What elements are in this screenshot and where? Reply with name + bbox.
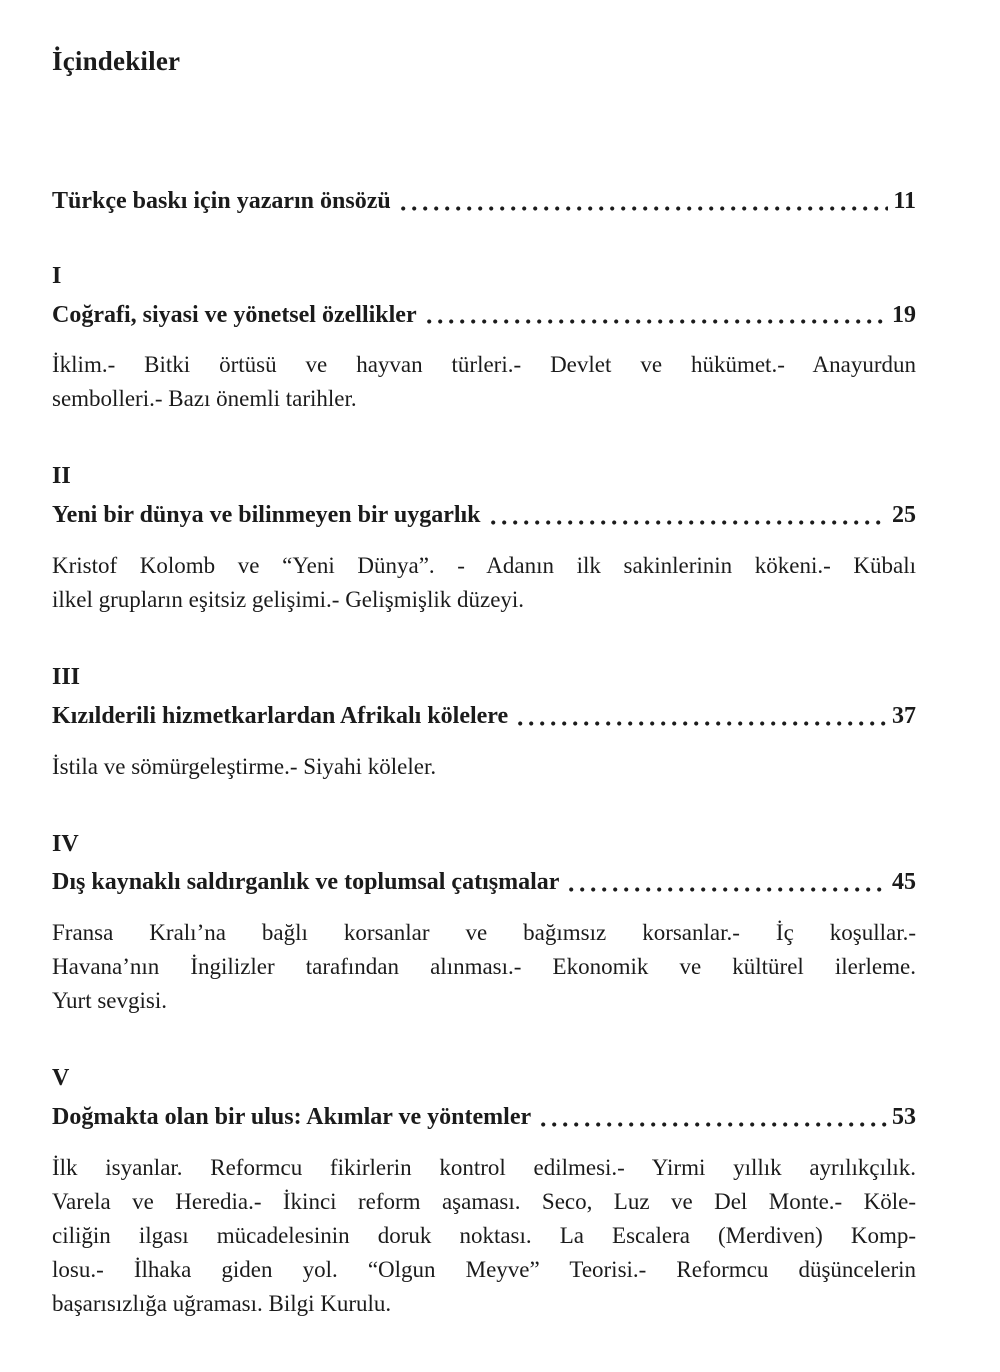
- toc-entry-title: Kızılderili hizmetkarlardan Afrikalı kölelere: [52, 702, 509, 729]
- dot-leader: [401, 206, 889, 211]
- section-numeral: V: [52, 1065, 70, 1092]
- section-numeral: III: [52, 664, 81, 691]
- description-line: Yurt sevgisi.: [52, 988, 167, 1014]
- dot-leader: [518, 721, 887, 726]
- description-line: Fransa Kralı’na bağlı korsanlar ve bağımsız korsanlar.- İç koşullar.-: [52, 920, 916, 946]
- description-line: ilkel grupların eşitsiz gelişimi.- Gelişmişlik düzeyi.: [52, 587, 525, 613]
- toc-entry-title: Doğmakta olan bir ulus: Akımlar ve yöntemler: [52, 1104, 532, 1131]
- toc-entry-title: Dış kaynaklı saldırganlık ve toplumsal çatışmalar: [52, 869, 560, 896]
- toc-entry-preface: [52, 187, 916, 216]
- toc-entry-page: 25: [892, 502, 916, 529]
- toc-entry-page: 11: [893, 188, 916, 215]
- description-line: Kristof Kolomb ve “Yeni Dünya”. - Adanın ilk sakinlerinin kökeni.- Kübalı: [52, 553, 916, 579]
- dot-leader: [427, 319, 887, 324]
- description-line: sembolleri.- Bazı önemli tarihler.: [52, 386, 357, 412]
- section-numeral: II: [52, 463, 71, 490]
- section-description: [52, 1151, 916, 1321]
- description-line: Varela ve Heredia.- İkinci reform aşaması. Seco, Luz ve Del Monte.- Köle-: [52, 1188, 916, 1214]
- toc-section: [52, 1064, 916, 1321]
- dot-leader: [541, 1122, 887, 1127]
- toc-entry-title: Yeni bir dünya ve bilinmeyen bir uygarlık: [52, 502, 481, 529]
- toc-entry-title: Türkçe baskı için yazarın önsözü: [52, 188, 391, 215]
- toc-section: [52, 262, 916, 417]
- toc-section: [52, 663, 916, 784]
- page-title: İçindekiler: [52, 46, 181, 76]
- toc-sections: [52, 262, 916, 1321]
- section-description: [52, 916, 916, 1018]
- toc-section: [52, 830, 916, 1019]
- section-numeral: I: [52, 262, 62, 289]
- toc-entry: [52, 301, 916, 330]
- dot-leader: [491, 520, 887, 525]
- toc-entry-page: 19: [892, 301, 916, 328]
- toc-entry: [52, 868, 916, 897]
- description-line: başarısızlığa uğraması. Bilgi Kurulu.: [52, 1290, 392, 1316]
- toc-entry-title: Coğrafi, siyasi ve yönetsel özellikler: [52, 301, 417, 328]
- description-line: Havana’nın İngilizler tarafından alınması.- Ekonomik ve kültürel ilerleme.: [52, 954, 916, 980]
- toc-entry: [52, 1103, 916, 1132]
- dot-leader: [569, 887, 887, 892]
- toc-entry: [52, 702, 916, 731]
- description-line: ciliğin ilgası mücadelesinin doruk noktası. La Escalera (Merdiven) Komp-: [52, 1222, 916, 1248]
- section-description: [52, 549, 916, 617]
- description-line: İklim.- Bitki örtüsü ve hayvan türleri.- Devlet ve hükümet.- Anayurdun: [52, 352, 916, 378]
- section-numeral: IV: [52, 830, 79, 857]
- toc-entry-page: 45: [892, 869, 916, 896]
- description-line: losu.- İlhaka giden yol. “Olgun Meyve” Teorisi.- Reformcu düşüncelerin: [52, 1256, 916, 1282]
- description-line: İlk isyanlar. Reformcu fikirlerin kontrol edilmesi.- Yirmi yıllık ayrılıkçılık.: [52, 1154, 916, 1180]
- section-description: [52, 348, 916, 416]
- toc-entry-page: 53: [892, 1104, 916, 1131]
- toc-section: [52, 462, 916, 617]
- toc-entry: [52, 501, 916, 530]
- section-description: [52, 750, 916, 784]
- toc-entry-page: 37: [892, 702, 916, 729]
- description-line: İstila ve sömürgeleştirme.- Siyahi köleler.: [52, 753, 437, 779]
